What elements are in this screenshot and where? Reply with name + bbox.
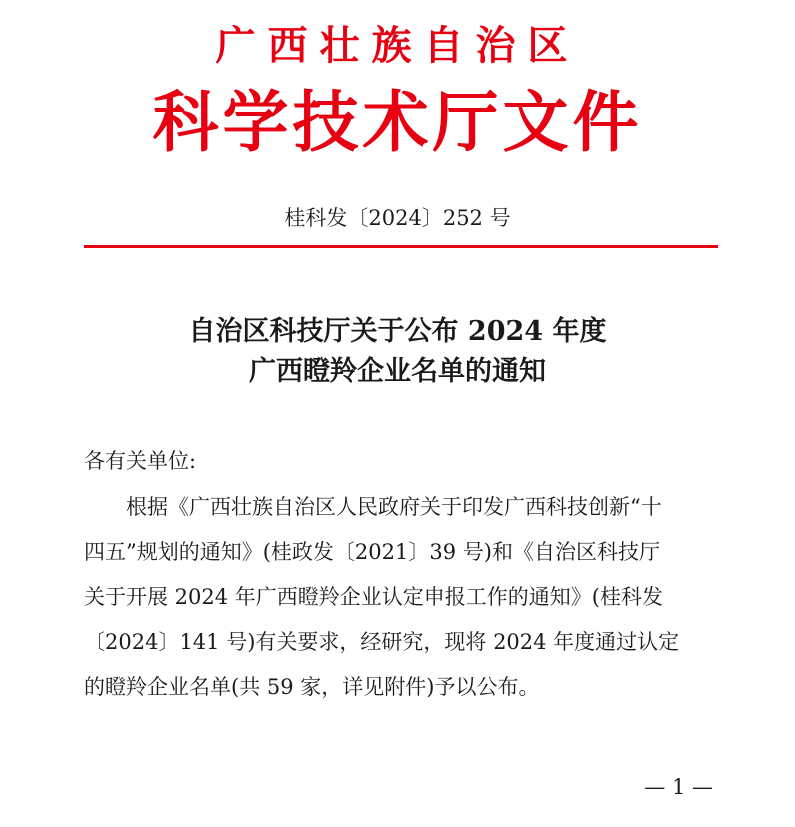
red-divider-line [84, 245, 718, 248]
document-title [0, 312, 795, 392]
title-line-2: 广西瞪羚企业名单的通知 [249, 356, 546, 387]
body-line: 〔2024〕141 号)有关要求，经研究，现将 2024 年度通过认定 [84, 630, 680, 654]
page-number: — 1 — [644, 775, 713, 799]
issuer-header-line2: 科学技术厅文件 [152, 83, 643, 161]
body-line: 的瞪羚企业名单(共 59 家，详见附件)予以公布。 [84, 675, 540, 699]
document-number: 桂科发〔2024〕252 号 [284, 206, 511, 230]
salutation: 各有关单位: [84, 449, 197, 473]
issuer-header-line1: 广西壮族自治区 [215, 22, 580, 69]
body-paragraph [84, 485, 724, 710]
title-line-1: 自治区科技厅关于公布 2024 年度 [188, 316, 607, 347]
body-line: 关于开展 2024 年广西瞪羚企业认定申报工作的通知》(桂科发 [84, 585, 663, 609]
body-line: 根据《广西壮族自治区人民政府关于印发广西科技创新“十 [126, 495, 662, 519]
body-line: 四五”规划的通知》(桂政发〔2021〕39 号)和《自治区科技厅 [84, 540, 660, 564]
